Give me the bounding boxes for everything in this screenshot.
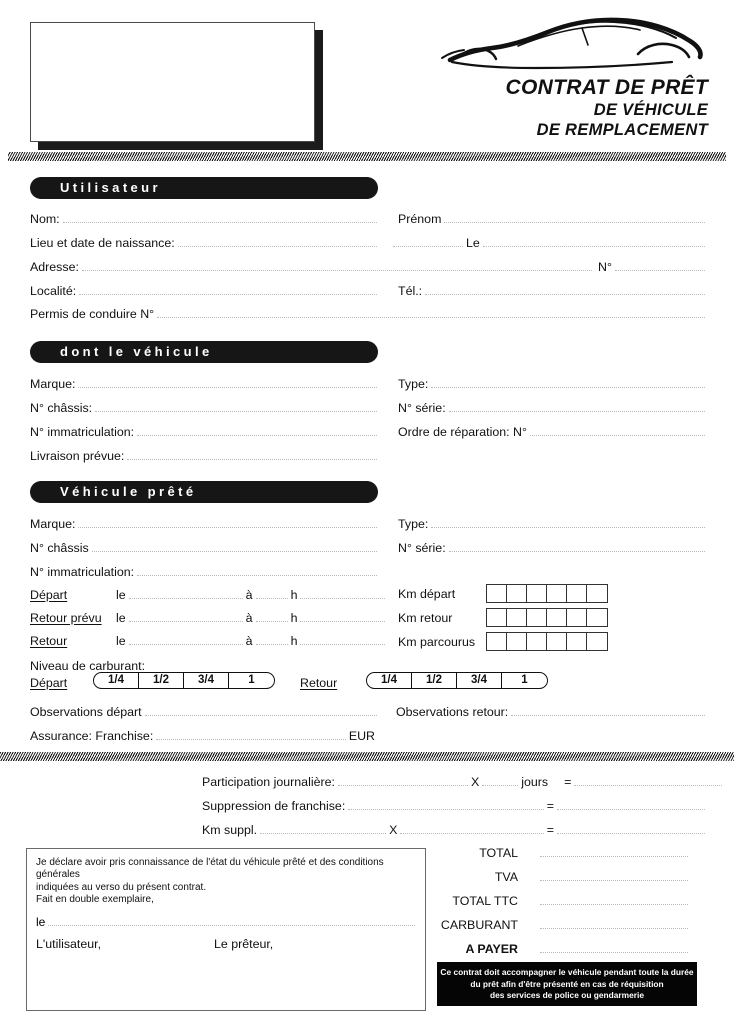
field-livraison-prevue-input[interactable] bbox=[127, 451, 377, 460]
total-label: TOTAL bbox=[479, 846, 518, 860]
row-km-depart-label: Km départ bbox=[398, 586, 456, 601]
field-assurance-franchise-label: Assurance: Franchise: bbox=[30, 729, 154, 743]
km-cell[interactable] bbox=[587, 633, 607, 650]
field-permis-input[interactable] bbox=[157, 309, 705, 318]
total-ttc-value-input[interactable] bbox=[540, 896, 688, 905]
field-cv-type bbox=[398, 377, 708, 391]
billing-participation-days-input[interactable] bbox=[482, 777, 518, 786]
field-observations-retour-label: Observations retour: bbox=[396, 705, 509, 719]
row-retour-label: Retour bbox=[30, 634, 68, 648]
field-cv-chassis-input[interactable] bbox=[95, 403, 377, 412]
km-cell[interactable] bbox=[527, 585, 547, 602]
field-adresse-numero-input[interactable] bbox=[615, 262, 705, 271]
row-depart-le-label: le bbox=[116, 588, 126, 602]
notice-line-1: Ce contrat doit accompagner le véhicule pendant toute la durée bbox=[440, 967, 694, 977]
declaration-line-2: indiquées au verso du présent contrat. bbox=[36, 881, 207, 893]
field-cv-serie-input[interactable] bbox=[449, 403, 705, 412]
row-depart-h-label: h bbox=[290, 588, 298, 602]
field-tel-label: Tél.: bbox=[398, 284, 423, 298]
field-cv-marque-input[interactable] bbox=[78, 379, 377, 388]
field-lv-marque-input[interactable] bbox=[78, 519, 377, 528]
km-cell[interactable] bbox=[487, 609, 507, 626]
field-lv-serie-input[interactable] bbox=[449, 543, 705, 552]
field-cv-serie bbox=[398, 401, 708, 415]
field-cv-serie-label: N° série: bbox=[398, 401, 446, 415]
divider-hatched-middle bbox=[0, 752, 734, 761]
billing-suppression-equals-symbol: = bbox=[546, 799, 554, 813]
billing-km-suppl-rate-input[interactable] bbox=[400, 825, 543, 834]
fuel-seg-half[interactable]: 1/2 bbox=[139, 673, 184, 688]
title-line-3: DE REMPLACEMENT bbox=[536, 121, 708, 139]
declaration-line-1: Je déclare avoir pris connaissance de l'état du véhicule prêté et des conditions générales bbox=[36, 857, 384, 881]
fuel-depart-row bbox=[30, 676, 86, 690]
field-observations-depart-input[interactable] bbox=[145, 707, 377, 716]
field-lieu-date-naissance bbox=[30, 236, 380, 250]
field-cv-chassis bbox=[30, 401, 380, 415]
row-retour-prevu bbox=[30, 611, 388, 625]
billing-participation-result-input[interactable] bbox=[574, 777, 722, 786]
signature-lender-label: Le prêteur, bbox=[214, 937, 274, 951]
row-retour-prevu-tail-input[interactable] bbox=[300, 613, 385, 622]
declaration-signature-row bbox=[36, 937, 418, 951]
field-prenom-label: Prénom bbox=[398, 212, 442, 226]
billing-row-participation bbox=[202, 775, 708, 789]
section-heading-utilisateur: Utilisateur bbox=[30, 177, 378, 199]
field-cv-chassis-label: N° châssis: bbox=[30, 401, 93, 415]
field-observations-depart-label: Observations départ bbox=[30, 705, 142, 719]
km-cell[interactable] bbox=[567, 633, 587, 650]
field-lv-type-input[interactable] bbox=[431, 519, 705, 528]
field-ordre-reparation-label: Ordre de réparation: N° bbox=[398, 425, 527, 439]
billing-suppression-result-input[interactable] bbox=[557, 801, 705, 810]
row-retour bbox=[30, 634, 388, 648]
field-observations-retour-input[interactable] bbox=[511, 707, 705, 716]
total-row-carburant bbox=[408, 918, 688, 932]
a-payer-value-input[interactable] bbox=[540, 944, 688, 953]
km-parcourus-boxes[interactable] bbox=[486, 632, 608, 651]
field-assurance-franchise-input[interactable] bbox=[156, 731, 346, 740]
declaration-line-3: Fait en double exemplaire, bbox=[36, 894, 154, 906]
billing-km-suppl-result-input[interactable] bbox=[557, 825, 705, 834]
row-depart-hour-input[interactable] bbox=[256, 590, 288, 599]
field-lv-chassis-label: N° châssis bbox=[30, 541, 89, 555]
fuel-seg-full[interactable]: 1 bbox=[248, 674, 255, 686]
field-nom-input[interactable] bbox=[63, 214, 377, 223]
row-depart-tail-input[interactable] bbox=[300, 590, 385, 599]
total-row-total-ttc bbox=[408, 894, 688, 908]
field-assurance-currency-label: EUR bbox=[348, 729, 375, 743]
field-adresse-numero-label: N° bbox=[598, 260, 612, 274]
row-retour-prevu-a-label: à bbox=[245, 611, 253, 625]
field-date-le bbox=[390, 236, 708, 250]
field-localite-label: Localité: bbox=[30, 284, 77, 298]
field-cv-immatriculation-input[interactable] bbox=[137, 427, 377, 436]
title-line-2: DE VÉHICULE bbox=[593, 101, 708, 119]
field-lv-immatriculation-label: N° immatriculation: bbox=[30, 565, 135, 579]
field-lv-serie-label: N° série: bbox=[398, 541, 446, 555]
row-km-retour bbox=[398, 608, 608, 627]
billing-row-suppression bbox=[202, 799, 708, 813]
km-cell[interactable] bbox=[487, 633, 507, 650]
billing-participation-equals-symbol: = bbox=[564, 775, 572, 789]
billing-suppression-label: Suppression de franchise: bbox=[202, 799, 346, 813]
field-lieu-naissance-cont-input[interactable] bbox=[393, 238, 463, 247]
fuel-title-label: Niveau de carburant: bbox=[30, 659, 146, 673]
row-km-retour-label: Km retour bbox=[398, 610, 453, 625]
field-observations-retour bbox=[396, 705, 708, 719]
notice-line-3: des services de police ou gendarmerie bbox=[489, 990, 645, 1001]
fuel-retour-row bbox=[300, 676, 356, 690]
field-nom-label: Nom: bbox=[30, 212, 60, 226]
row-retour-prevu-hour-input[interactable] bbox=[256, 613, 288, 622]
a-payer-label: A PAYER bbox=[465, 942, 518, 956]
fuel-seg-quarter[interactable]: 1/4 bbox=[367, 673, 412, 688]
row-depart-label: Départ bbox=[30, 588, 68, 602]
km-cell[interactable] bbox=[547, 585, 567, 602]
field-cv-immatriculation-label: N° immatriculation: bbox=[30, 425, 135, 439]
total-ttc-label: TOTAL TTC bbox=[452, 894, 518, 908]
field-cv-marque-label: Marque: bbox=[30, 377, 76, 391]
declaration-date-input[interactable] bbox=[48, 917, 415, 926]
km-cell[interactable] bbox=[587, 609, 607, 626]
row-depart-date-input[interactable] bbox=[129, 590, 243, 599]
billing-km-suppl-equals-symbol: = bbox=[546, 823, 554, 837]
row-retour-prevu-le-label: le bbox=[116, 611, 126, 625]
km-cell[interactable] bbox=[567, 609, 587, 626]
field-lv-type bbox=[398, 517, 708, 531]
declaration-le-label: le bbox=[36, 915, 46, 929]
field-lv-marque bbox=[30, 517, 380, 531]
billing-participation-label: Participation journalière: bbox=[202, 775, 335, 789]
km-cell[interactable] bbox=[587, 585, 607, 602]
billing-participation-amount-input[interactable] bbox=[338, 777, 468, 786]
billing-row-km-suppl bbox=[202, 823, 708, 837]
field-cv-marque bbox=[30, 377, 380, 391]
field-nom bbox=[30, 212, 380, 226]
km-cell[interactable] bbox=[547, 633, 567, 650]
police-notice-box bbox=[437, 962, 697, 1006]
row-retour-hour-input[interactable] bbox=[256, 636, 288, 645]
km-cell[interactable] bbox=[487, 585, 507, 602]
row-depart-a-label: à bbox=[245, 588, 253, 602]
declaration-date-row bbox=[36, 915, 418, 929]
field-lv-immatriculation-input[interactable] bbox=[137, 567, 377, 576]
document-title bbox=[506, 76, 708, 140]
fuel-gauge-retour[interactable] bbox=[366, 672, 548, 689]
km-retour-boxes[interactable] bbox=[486, 608, 608, 627]
field-livraison-prevue bbox=[30, 449, 380, 463]
field-tel bbox=[398, 284, 708, 298]
field-cv-type-label: Type: bbox=[398, 377, 429, 391]
row-km-parcourus bbox=[398, 632, 608, 651]
total-value-input[interactable] bbox=[540, 848, 688, 857]
fuel-retour-label: Retour bbox=[300, 676, 338, 690]
field-lv-type-label: Type: bbox=[398, 517, 429, 531]
field-lv-immatriculation bbox=[30, 565, 380, 579]
divider-hatched-top bbox=[8, 152, 726, 161]
row-retour-date-input[interactable] bbox=[129, 636, 243, 645]
field-lieu-date-naissance-input[interactable] bbox=[178, 238, 377, 247]
field-cv-immatriculation bbox=[30, 425, 380, 439]
field-cv-type-input[interactable] bbox=[431, 379, 705, 388]
field-tel-input[interactable] bbox=[425, 286, 705, 295]
field-localite bbox=[30, 284, 380, 298]
fuel-gauge-depart[interactable] bbox=[93, 672, 275, 689]
row-retour-prevu-label: Retour prévu bbox=[30, 611, 102, 625]
declaration-box bbox=[26, 848, 426, 1011]
row-retour-h-label: h bbox=[290, 634, 298, 648]
title-line-1: CONTRAT DE PRÊT bbox=[505, 76, 708, 99]
field-observations-depart bbox=[30, 705, 380, 719]
notice-line-2: du prêt afin d'être présenté en cas de réquisition bbox=[470, 978, 664, 989]
billing-participation-multiply-symbol: X bbox=[470, 775, 480, 789]
km-cell[interactable] bbox=[527, 633, 547, 650]
field-le-label: Le bbox=[466, 236, 480, 250]
field-assurance-franchise bbox=[30, 729, 375, 743]
field-lv-serie bbox=[398, 541, 708, 555]
total-row-a-payer bbox=[408, 942, 688, 956]
km-cell[interactable] bbox=[507, 585, 527, 602]
field-adresse-input[interactable] bbox=[82, 262, 592, 271]
field-lv-marque-label: Marque: bbox=[30, 517, 76, 531]
car-silhouette-icon bbox=[432, 10, 712, 74]
tva-value-input[interactable] bbox=[540, 872, 688, 881]
field-lieu-date-naissance-label: Lieu et date de naissance: bbox=[30, 236, 175, 250]
carburant-value-input[interactable] bbox=[540, 920, 688, 929]
field-adresse-numero bbox=[598, 260, 708, 274]
billing-km-suppl-label: Km suppl. bbox=[202, 823, 258, 837]
km-cell[interactable] bbox=[507, 609, 527, 626]
field-prenom-input[interactable] bbox=[444, 214, 705, 223]
km-cell[interactable] bbox=[547, 609, 567, 626]
fuel-section-title bbox=[30, 659, 145, 673]
field-localite-input[interactable] bbox=[79, 286, 377, 295]
fuel-seg-full[interactable]: 1 bbox=[521, 674, 528, 686]
total-row-tva bbox=[408, 870, 688, 884]
km-cell[interactable] bbox=[567, 585, 587, 602]
billing-km-suppl-amount-input[interactable] bbox=[260, 825, 386, 834]
logo-placeholder-box bbox=[30, 22, 315, 142]
fuel-depart-label: Départ bbox=[30, 676, 68, 690]
row-retour-prevu-h-label: h bbox=[290, 611, 298, 625]
field-ordre-reparation-input[interactable] bbox=[530, 427, 705, 436]
fuel-seg-half[interactable]: 1/2 bbox=[412, 673, 457, 688]
fuel-seg-quarter[interactable]: 1/4 bbox=[94, 673, 139, 688]
field-livraison-prevue-label: Livraison prévue: bbox=[30, 449, 125, 463]
row-depart bbox=[30, 588, 388, 602]
total-row-total bbox=[408, 846, 688, 860]
field-prenom bbox=[398, 212, 708, 226]
fuel-seg-threequarter[interactable]: 3/4 bbox=[457, 673, 502, 688]
km-depart-boxes[interactable] bbox=[486, 584, 608, 603]
field-le-input[interactable] bbox=[483, 238, 705, 247]
km-cell[interactable] bbox=[527, 609, 547, 626]
tva-label: TVA bbox=[494, 870, 518, 884]
row-retour-le-label: le bbox=[116, 634, 126, 648]
billing-suppression-amount-input[interactable] bbox=[348, 801, 543, 810]
row-km-depart bbox=[398, 584, 608, 603]
field-lv-chassis-input[interactable] bbox=[92, 543, 377, 552]
field-permis-label: Permis de conduire N° bbox=[30, 307, 155, 321]
km-cell[interactable] bbox=[507, 633, 527, 650]
section-heading-vehicule-prete: Véhicule prêté bbox=[30, 481, 378, 503]
field-permis bbox=[30, 307, 708, 321]
field-adresse-label: Adresse: bbox=[30, 260, 79, 274]
row-retour-prevu-date-input[interactable] bbox=[129, 613, 243, 622]
field-adresse bbox=[30, 260, 595, 274]
billing-participation-unit-label: jours bbox=[521, 775, 549, 789]
section-heading-dont-le-vehicule: dont le véhicule bbox=[30, 341, 378, 363]
row-km-parcourus-label: Km parcourus bbox=[398, 634, 476, 649]
field-ordre-reparation bbox=[398, 425, 708, 439]
field-lv-chassis bbox=[30, 541, 380, 555]
carburant-label: CARBURANT bbox=[440, 918, 518, 932]
row-retour-tail-input[interactable] bbox=[300, 636, 385, 645]
billing-km-suppl-multiply-symbol: X bbox=[389, 823, 398, 837]
fuel-seg-threequarter[interactable]: 3/4 bbox=[184, 673, 229, 688]
signature-user-label: L'utilisateur, bbox=[36, 937, 102, 951]
row-retour-a-label: à bbox=[245, 634, 253, 648]
